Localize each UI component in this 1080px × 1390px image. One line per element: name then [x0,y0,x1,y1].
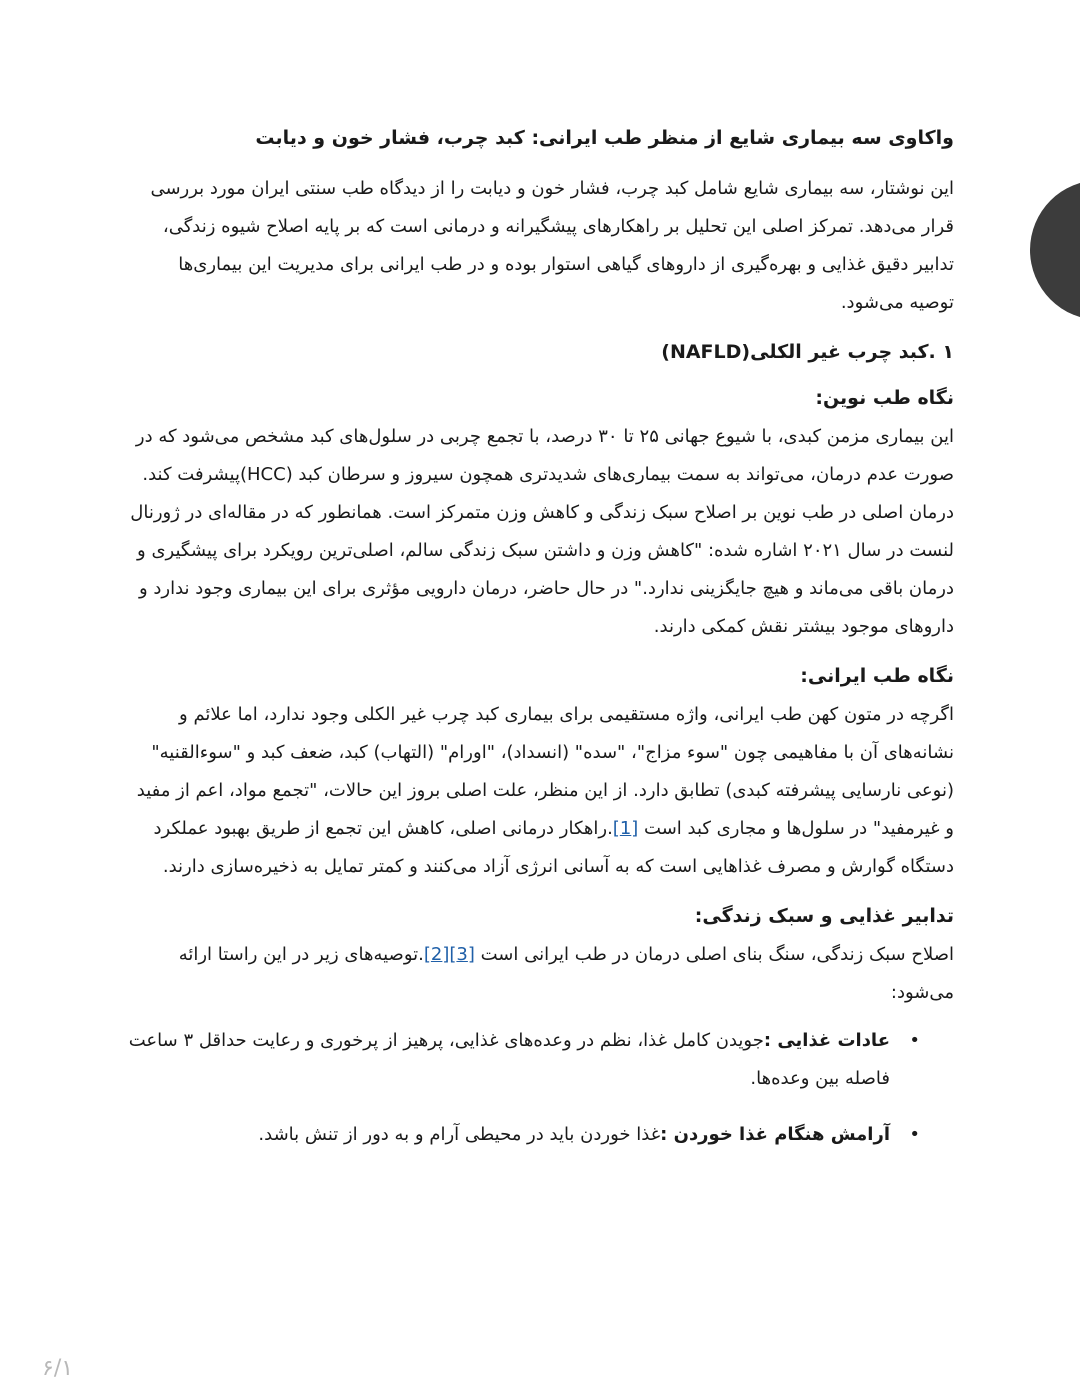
iranian-medicine-paragraph [128,696,954,886]
bullet-text: غذا خوردن باید در محیطی آرام و به دور از تنش باشد. [258,1124,661,1145]
intro-paragraph: این نوشتار، سه بیماری شایع شامل کبد چرب، فشار خون و دیابت را از دیدگاه طب سنتی ایران مورد بررسی قرار می‌دهد. تمرکز اصلی این تحلیل بر راهکارهای پیشگیرانه و درمانی است که بر پایه اصلاح شیوه زندگی، تدابیر دقیق غذایی و بهره‌گیری از داروهای گیاهی استوار بوده و در طب ایرانی برای مدیریت این بیماری‌ها توصیه می‌شود. [150,178,954,313]
bullet-label: آرامش هنگام غذا خوردن : [660,1124,890,1145]
document-body [128,118,954,1172]
recommendations-list [128,1022,954,1154]
reference-link-1[interactable]: [1] [612,818,639,839]
reference-link-3[interactable]: [3] [449,944,475,965]
list-item [128,1116,928,1154]
lifestyle-heading: تدابیر غذایی و سبک زندگی: [694,905,954,927]
document-title: واکاوی سه بیماری شایع از منظر طب ایرانی: کبد چرب، فشار خون و دیابت [255,127,954,149]
lifestyle-text-part-b: .توصیه‌های زیر در این راستا ارائه می‌شود: [178,944,954,1003]
iranian-medicine-heading: نگاه طب ایرانی: [800,665,954,687]
list-item [128,1022,928,1098]
lifestyle-paragraph [128,936,954,1012]
side-tab-decoration [1030,180,1080,320]
iranian-text-part-a: اگرچه در متون کهن طب ایرانی، واژه مستقیمی برای بیماری کبد چرب غیر الکلی وجود ندارد، اما علائم و نشانه‌های آن با مفاهیمی چون "سوء مزاج"، "سده" (انسداد)، "اورام" (التهاب) کبد، ضعف کبد و "سوءالقنیه" (نوعی نارسایی پیشرفته کبدی) تطابق دارد. از این منظر، علت اصلی بروز این حالات، "تجمع مواد، اعم از مفید و غیرمفید" در سلول‌ها و مجاری کبد است [136,704,954,839]
page-number: ۶/۱ [42,1356,74,1381]
reference-link-2[interactable]: [2] [423,944,450,965]
modern-medicine-heading: نگاه طب نوین: [815,387,954,409]
section-heading-text: ۱ .کبد چرب غیر الکلی(NAFLD) [661,341,954,363]
iranian-text-part-b: .راهکار درمانی اصلی، کاهش این تجمع از طریق بهبود عملکرد دستگاه گوارش و مصرف غذاهایی است که به آسانی انرژی آزاد می‌کنند و کمتر تمایل به ذخیره‌سازی دارند. [153,818,954,877]
section-heading-nafld [128,332,954,372]
modern-medicine-paragraph: این بیماری مزمن کبدی، با شیوع جهانی ۲۵ تا ۳۰ درصد، با تجمع چربی در سلول‌های کبد مشخص می‌شود که در صورت عدم درمان، می‌تواند به سمت بیماری‌های شدیدتری همچون سیروز و سرطان کبد (HCC)پیشرفت کند. درمان اصلی در طب نوین بر اصلاح سبک زندگی و کاهش وزن متمرکز است. همانطور که در مقاله‌ای در ژورنال لنست در سال ۲۰۲۱ اشاره شده: "کاهش وزن و داشتن سبک زندگی سالم، اصلی‌ترین رویکرد برای پیشگیری و درمان باقی می‌ماند و هیچ جایگزینی ندارد." در حال حاضر، درمان دارویی مؤثری برای این بیماری وجود ندارد و داروهای موجود بیشتر نقش کمکی دارند. [130,426,954,637]
bullet-text: جویدن کامل غذا، نظم در وعده‌های غذایی، پرهیز از پرخوری و رعایت حداقل ۳ ساعت فاصله بین وعده‌ها. [128,1030,890,1089]
lifestyle-text-part-a: اصلاح سبک زندگی، سنگ بنای اصلی درمان در طب ایرانی است [474,944,954,965]
bullet-label: عادات غذایی : [763,1030,890,1051]
